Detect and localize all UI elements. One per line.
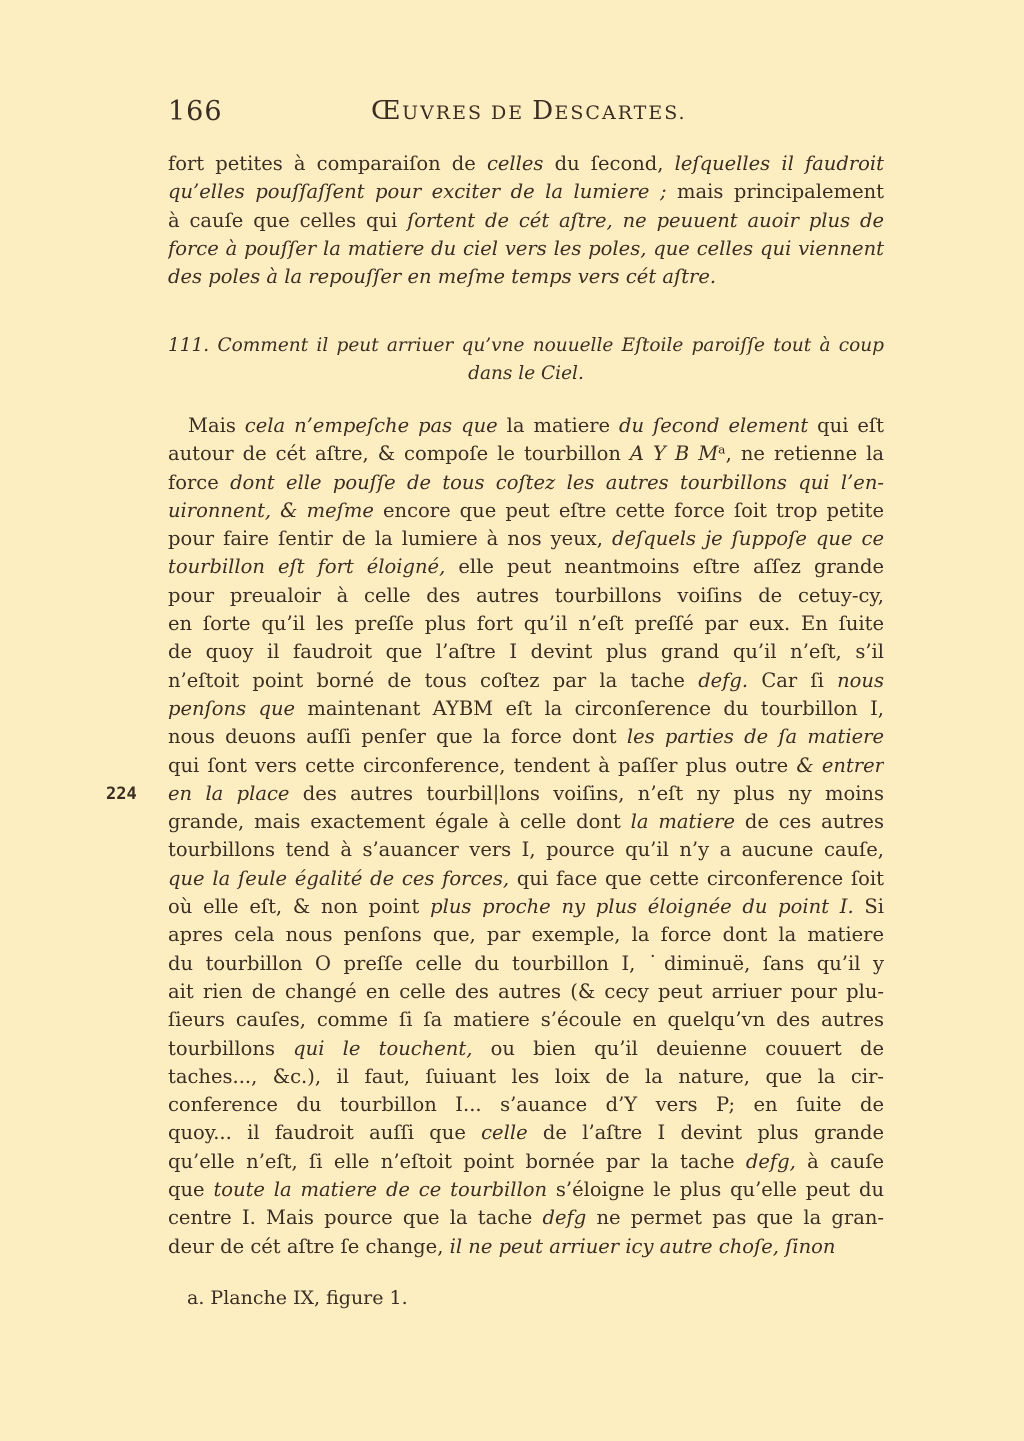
italic-run: leſquelles il faudroit [674,152,884,175]
italic-run: celles [486,152,544,175]
text-line [168,978,884,1006]
text-run: maintenant AYBM eſt la circonſerence du tourbillon I, [295,696,884,720]
text-line [168,150,884,178]
text-line [168,553,884,581]
text-run: conference du tourbillon I... s’auance d’Y vers P; en ſuite de [168,1093,884,1117]
italic-run: que la ſeule égalité de ces forces, [168,866,510,890]
text-run: qui face que cette circonference ſoit [509,866,884,890]
running-title-smallcaps-1: UVRES DE [402,102,533,124]
italic-run: tourbillon eſt fort éloigné, [168,555,446,579]
italic-run: force à pouſſer la matiere du ciel vers les poles, que celles qui viennent [168,236,884,260]
text-run: grande, mais exactement égale à celle dont [168,810,631,834]
footnote: a. Planche IX, figure 1. [187,1287,408,1309]
text-run: autour de cét aſtre, & compoſe le tourbillon [168,442,630,466]
text-line [168,780,884,808]
text-line [168,1176,884,1204]
italic-run: A Y B M [629,442,719,466]
text-run: que [168,1178,214,1202]
italic-run: nous [837,668,884,692]
text-line [168,332,884,360]
running-title-initial-1: Œ [371,96,403,126]
text-line [168,1063,884,1091]
italic-run: plus proche ny plus éloignée du point I. [430,895,854,919]
text-run: mais principalement [666,180,884,204]
italic-run: uironnent, & meſme [168,498,374,522]
text-line [168,440,884,468]
italic-run: les parties de ſa matiere [626,725,884,749]
text-run: Car ſi [748,668,838,692]
italic-run: defg. [698,668,749,692]
text-run: nous deuons auſſi penſer que la force dont [168,725,627,749]
italic-run: du ſecond element [619,414,809,437]
text-line [168,235,884,263]
italic-run: toute la matiere de ce tourbillon [213,1178,548,1202]
text-run: taches..., &c.), il faut, ſuiuant les loix de la nature, que la cir- [168,1064,884,1088]
paragraph-main [168,412,884,1261]
text-run: ou bien qu’il deuienne couuert de [472,1036,884,1060]
text-run: apres cela nous penſons que, par exemple, la force dont la matiere [168,923,884,947]
text-run: quoy... il faudroit auſſi que [168,1121,482,1145]
text-run: qui eſt [808,414,884,437]
text-run: à cauſe [795,1149,884,1173]
text-run: du tourbillon O preſſe celle du tourbillon I, ˙diminuë, ſans qu’il y [168,951,884,975]
text-line [168,1006,884,1034]
text-line [168,469,884,497]
text-run: n’eſtoit point borné de tous coſtez par la tache [168,668,699,692]
text-run: force [168,470,231,494]
text-run: à cauſe que celles qui [168,208,408,232]
text-line [168,865,884,893]
text-run: la matiere [497,414,620,437]
text-line [168,582,884,610]
text-run: deur de cét aſtre ſe change, [168,1234,450,1258]
text-run: pour preualoir à celle des autres tourbillons voiſins de cetuy-cy, [168,583,884,607]
italic-run: cela n’empeſche pas que [244,414,498,437]
text-line [168,638,884,666]
text-run: du ſecond, [543,152,675,175]
text-line [168,836,884,864]
italic-run: des poles à la repouſſer en meſme temps vers cét aſtre. [168,265,717,289]
page-number: 166 [168,96,223,127]
running-title [371,96,687,126]
text-run: des autres tourbil|lons voiſins, n’eſt ny plus ny moins [289,781,884,805]
text-run: encore que peut eſtre cette force ſoit trop petite [373,498,884,522]
text-run: elle peut neantmoins eſtre aſſez grande [445,555,884,579]
text-run: ſieurs cauſes, comme ſi ſa matiere s’écoule en quelqu’vn des autres [168,1008,884,1032]
italic-run: celle [481,1121,528,1145]
text-line [168,412,884,440]
text-line [168,525,884,553]
italic-run: qu’elles pouſſaſſent pour exciter de la lumiere ; [168,180,667,204]
paragraph-continuation [168,150,884,291]
text-line [168,1204,884,1232]
italic-run: deſquels je ſuppoſe que ce [611,527,884,551]
text-line [168,207,884,235]
text-run: pour faire ſentir de la lumiere à nos yeux, [168,527,612,551]
text-line [168,695,884,723]
text-line [168,1035,884,1063]
text-run: s’éloigne le plus qu’elle peut du [547,1178,884,1202]
italic-run: il ne peut arriuer icy autre choſe, ſinon [449,1234,836,1258]
running-title-initial-2: D [532,96,555,126]
text-run: de ces autres [735,810,884,834]
text-run: Mais [188,414,245,437]
text-run: qui ſont vers cette circonference, tendent à paſſer plus outre [168,753,797,777]
text-run: de l’aſtre I devint plus grande [527,1121,884,1145]
text-run: où elle eſt, & non point [168,895,431,919]
running-title-smallcaps-2: ESCARTES. [554,102,687,124]
italic-run: ſortent de cét aſtre, ne peuuent auoir plus de [407,208,884,232]
italic-run: la matiere [630,810,735,834]
text-line [168,921,884,949]
section-heading [168,332,884,389]
text-line [168,667,884,695]
text-line [168,808,884,836]
text-run: en ſorte qu’il les preſſe plus fort qu’il n’eſt preſſé par eux. En ſuite [168,612,884,636]
text-run: centre I. Mais pource que la tache [168,1206,543,1230]
text-run: ait rien de changé en celle des autres (& cecy peut arriuer pour plu- [168,979,884,1003]
text-run: de quoy il faudroit que l’aſtre I devint plus grand qu’il n’eſt, s’il [168,640,884,664]
text-line [168,752,884,780]
text-line [168,1233,884,1261]
text-run: fort petites à comparaiſon de [168,152,487,175]
text-line [168,723,884,751]
text-run: qu’elle n’eſt, ſi elle n’eſtoit point bornée par la tache [168,1149,746,1173]
text-line [168,497,884,525]
italic-run: 111. Comment il peut arriuer qu’vne nouuelle Eſtoile paroiſſe tout à coup [168,335,884,356]
italic-run: & entrer [796,753,884,777]
text-line [168,1091,884,1119]
text-run: ne permet pas que la gran- [586,1206,884,1230]
italic-run: qui le touchent, [293,1036,473,1060]
text-line [168,610,884,638]
text-line [168,1119,884,1147]
italic-run: en la place [168,781,290,805]
text-line [168,1148,884,1176]
italic-run: defg, [745,1149,796,1173]
text-line [168,178,884,206]
text-line [168,263,884,291]
text-line [168,893,884,921]
italic-run: dont elle pouſſe de tous coſtez les autres tourbillons qui l’en- [230,470,884,494]
text-line [168,950,884,978]
page-header [168,96,884,136]
italic-run: dans le Ciel. [468,363,584,385]
margin-page-reference: 224 [106,784,137,804]
italic-run: penſons que [168,696,296,720]
italic-run: defg [542,1206,587,1230]
text-run: tourbillons [168,1036,294,1060]
text-run: ᵃ, ne retienne la [718,442,884,466]
text-run: Si [853,895,884,919]
text-line [168,360,884,388]
text-run: tourbillons tend à s’auancer vers I, pource qu’il n’y a aucune cauſe, [168,838,884,862]
